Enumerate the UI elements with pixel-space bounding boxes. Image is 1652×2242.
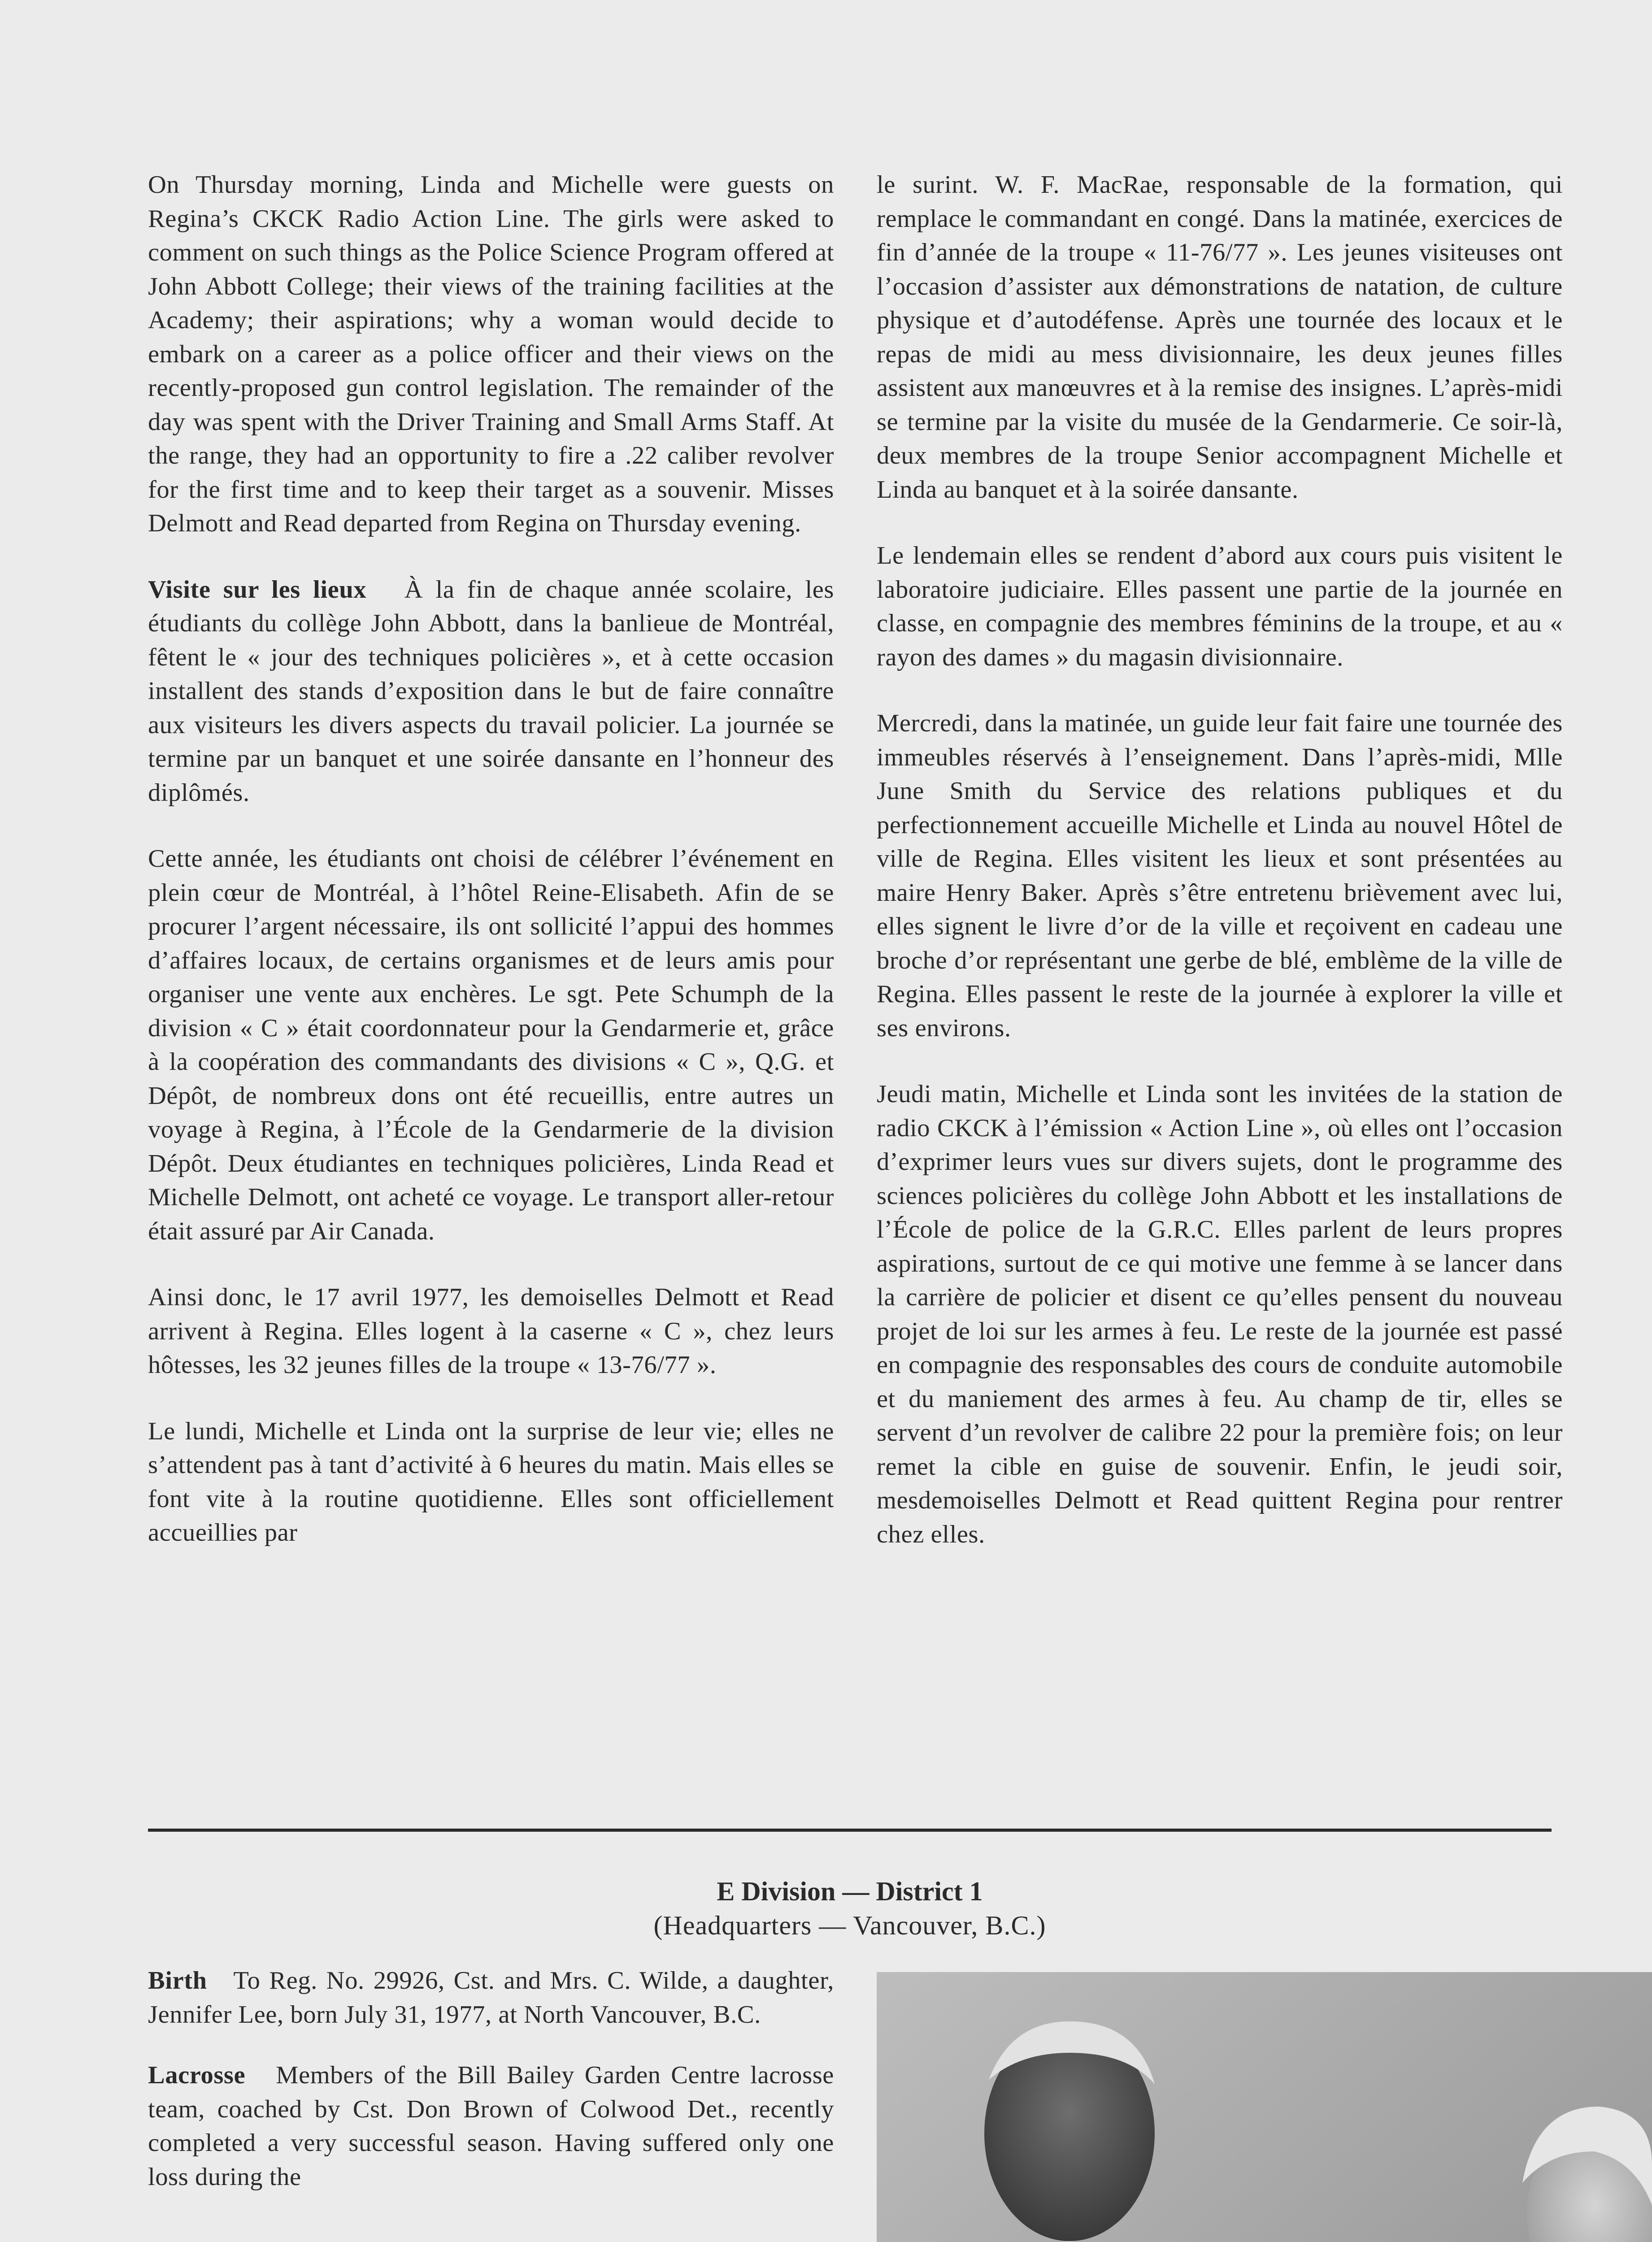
division-title: E Division — District 1: [717, 1877, 983, 1906]
e-division-column: [148, 1964, 834, 2221]
right-column: [877, 168, 1563, 1584]
paragraph-radio-visit: On Thursday morning, Linda and Michelle were guests on Regina’s CKCK Radio Action Line. The girls were asked to comment on such things as the Police Science Program offered at John Abbott College; their views of the training facilities at the Academy; their aspirations; why a woman would decide to embark on a career as a police officer and their views on the recently-proposed gun control legislation. The remainder of the day was spent with the Driver Training and Small Arms Staff. At the range, they had an opportunity to fire a .22 caliber revolver for the first time and to keep their target as a souvenir. Misses Delmott and Read departed from Regina on Thursday evening.: [148, 171, 834, 537]
division-heading: [148, 1874, 1552, 1942]
paragraph-arrival: Ainsi donc, le 17 avril 1977, les demoiselles Delmott et Read arrivent à Regina. Elles logent à la caserne « C », chez leurs hôtesses, les 32 jeunes filles de la troupe « 13-76/77 ».: [148, 1283, 834, 1379]
section-divider: [148, 1829, 1552, 1832]
paragraph-birth: [148, 1964, 834, 2032]
photo-image: [877, 1972, 1652, 2242]
section-lead: Birth: [148, 1967, 207, 1994]
paragraph-visite-sur-les-lieux: [148, 573, 834, 810]
paragraph-lacrosse: [148, 2059, 834, 2194]
photo-certificate-presentation: [877, 1972, 1652, 2242]
paragraph-text: À la fin de chaque année scolaire, les étudiants du collège John Abbott, dans la banlieue de Montréal, fêtent le « jour des techniques policières », et à cette occasion installent des stands d’exposition dans le but de faire connaître aux visiteurs les divers aspects du travail policier. La journée se termine par un banquet et une soirée dansante en l’honneur des diplômés.: [148, 575, 835, 807]
section-lead: Lacrosse: [148, 2061, 246, 2089]
division-subtitle: (Headquarters — Vancouver, B.C.): [653, 1911, 1046, 1940]
section-lead: Visite sur les lieux: [148, 575, 367, 604]
paragraph-text: Members of the Bill Bailey Garden Centre lacrosse team, coached by Cst. Don Brown of Colwood Det., recently completed a very successful season. Having suffered only one loss during the: [148, 2061, 834, 2191]
paragraph-celebration: Cette année, les étudiants ont choisi de célébrer l’événement en plein cœur de Montréal, à l’hôtel Reine-Elisabeth. Afin de se procurer l’argent nécessaire, ils ont sollicité l’appui des hommes d’affaires locaux, de certains organismes et de leurs amis pour organiser une vente aux enchères. Le sgt. Pete Schumph de la division « C » était coordonnateur pour la Gendarmerie et, grâce à la coopération des commandants des divisions « C », Q.G. et Dépôt, de nombreux dons ont été recueillis, entre autres un voyage à Regina, à l’École de la Gendarmerie de la division Dépôt. Deux étudiantes en techniques policières, Linda Read et Michelle Delmott, ont acheté ce voyage. Le transport aller-retour était assuré par Air Canada.: [148, 845, 834, 1245]
paragraph-wednesday: Mercredi, dans la matinée, un guide leur fait faire une tournée des immeubles réservés à l’enseignement. Dans l’après-midi, Mlle June Smith du Service des relations publiques et du perfectionnement accueille Michelle et Linda au nouvel Hôtel de ville de Regina. Elles visitent les lieux et sont présentées au maire Henry Baker. Après s’être entretenu brièvement avec lui, elles signent le livre d’or de la ville et reçoivent en cadeau une broche d’or représentant une gerbe de blé, emblème de la ville de Regina. Elles passent le reste de la journée à explorer la ville et ses environs.: [877, 709, 1563, 1042]
paragraph-macrae: le surint. W. F. MacRae, responsable de la formation, qui remplace le commandant en congé. Dans la matinée, exercices de fin d’année de la troupe « 11-76/77 ». Les jeunes visiteuses ont l’occasion d’assister aux démonstrations de natation, de culture physique et d’autodéfense. Après une tournée des locaux et le repas de midi au mess divisionnaire, les deux jeunes filles assistent aux manœuvres et à la remise des insignes. L’après-midi se termine par la visite du musée de la Gendarmerie. Ce soir-là, deux membres de la troupe Senior accompagnent Michelle et Linda au banquet et à la soirée dansante.: [877, 171, 1563, 504]
paragraph-tuesday: Le lendemain elles se rendent d’abord aux cours puis visitent le laboratoire judiciaire. Elles passent une partie de la journée en classe, en compagnie des membres féminins de la troupe, et au « rayon des dames » du magasin divisionnaire.: [877, 542, 1563, 671]
left-column: [148, 168, 834, 1582]
paragraph-text: To Reg. No. 29926, Cst. and Mrs. C. Wilde, a daughter, Jennifer Lee, born July 31, 1977, at North Vancouver, B.C.: [148, 1967, 834, 2029]
paragraph-thursday: Jeudi matin, Michelle et Linda sont les invitées de la station de radio CKCK à l’émission « Action Line », où elles ont l’occasion d’exprimer leurs vues sur divers sujets, dont le programme des sciences policières du collège John Abbott et les installations de l’École de police de la G.R.C. Elles parlent de leurs propres aspirations, surtout de ce qui motive une femme à se lancer dans la carrière de policier et disent ce qu’elles pensent du nouveau projet de loi sur les armes à feu. Le reste de la journée est passé en compagnie des responsables des cours de conduite automobile et du maniement des armes à feu. Au champ de tir, elles se servent d’un revolver de calibre 22 pour la première fois; on leur remet la cible en guise de souvenir. Enfin, le jeudi soir, mesdemoiselles Delmott et Read quittent Regina pour rentrer chez elles.: [877, 1080, 1563, 1548]
paragraph-monday: Le lundi, Michelle et Linda ont la surprise de leur vie; elles ne s’attendent pas à tant d’activité à 6 heures du matin. Mais elles se font vite à la routine quotidienne. Elles sont officiellement accueillies par: [148, 1417, 834, 1547]
